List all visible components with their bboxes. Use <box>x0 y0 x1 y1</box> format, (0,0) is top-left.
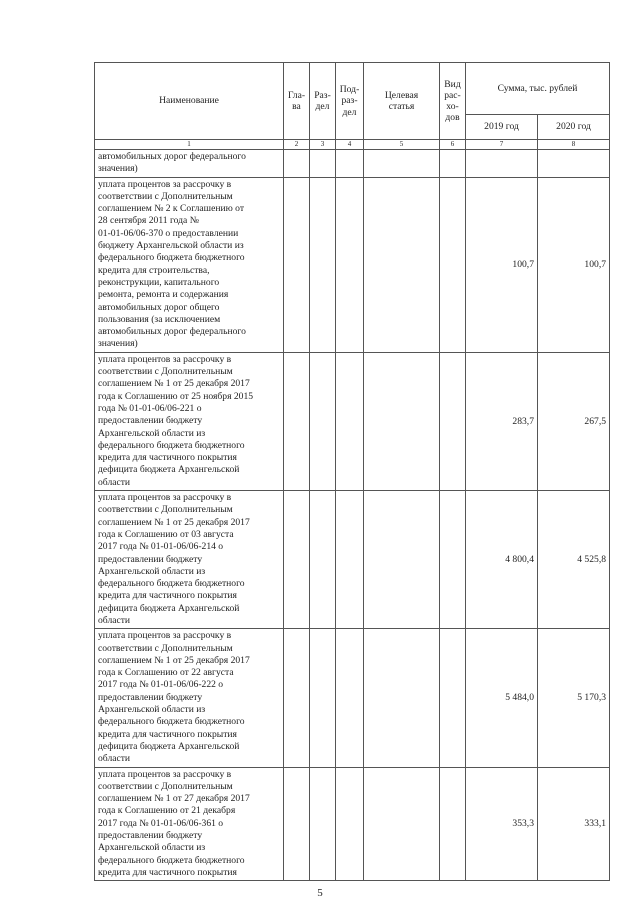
header-razdel-text: Раз- дел <box>314 89 331 112</box>
row-y2020-cell: 267,5 <box>538 352 610 490</box>
row-tselevaya-cell <box>364 491 440 629</box>
table-row <box>95 767 610 881</box>
table-row <box>95 177 610 352</box>
row-glava-cell <box>284 150 310 178</box>
table-body <box>95 150 610 881</box>
row-glava-cell <box>284 352 310 490</box>
row-glava-cell <box>284 491 310 629</box>
header-name <box>95 63 284 140</box>
column-number: 5 <box>364 140 440 150</box>
row-name-cell: уплата процентов за рассрочку в соответствии с Дополнительным соглашением № 1 от 25 декабря 2017 года к Соглашению от 03 августа 2017 года № 01-01-06/06-214 о предоставлении бюджету Архангельской области из федерального бюджета бюджетного кредита для частичного покрытия дефицита бюджета Архангельской области <box>95 491 284 629</box>
column-number: 2 <box>284 140 310 150</box>
row-name-cell: уплата процентов за рассрочку в соответствии с Дополнительным соглашением № 1 от 27 декабря 2017 года к Соглашению от 21 декабря 2017 года № 01-01-06/06-361 о предоставлении бюджету Архангельской области из федерального бюджета бюджетного кредита для частичного покрытия <box>95 767 284 881</box>
row-y2019-cell: 5 484,0 <box>466 629 538 767</box>
row-tselevaya-cell <box>364 150 440 178</box>
row-razdel-cell <box>310 352 336 490</box>
table-row <box>95 491 610 629</box>
column-number: 6 <box>440 140 466 150</box>
row-razdel-cell <box>310 767 336 881</box>
row-y2020-cell: 100,7 <box>538 177 610 352</box>
row-y2019-cell <box>466 150 538 178</box>
table-row <box>95 629 610 767</box>
row-tselevaya-cell <box>364 629 440 767</box>
row-y2020-cell: 5 170,3 <box>538 629 610 767</box>
row-vid-cell <box>440 491 466 629</box>
page-number: 5 <box>317 887 323 899</box>
row-name-cell: уплата процентов за рассрочку в соответствии с Дополнительным соглашением № 1 от 25 декабря 2017 года к Соглашению от 22 августа 2017 года № 01-01-06/06-222 о предоставлении бюджету Архангельской области из федерального бюджета бюджетного кредита для частичного покрытия дефицита бюджета Архангельской области <box>95 629 284 767</box>
row-glava-cell <box>284 629 310 767</box>
row-glava-cell <box>284 767 310 881</box>
row-podrazdel-cell <box>336 629 364 767</box>
header-name-text: Наименование <box>159 95 219 107</box>
table-row <box>95 150 610 178</box>
row-y2020-cell <box>538 150 610 178</box>
header-razdel <box>310 63 336 140</box>
header-tselevaya-text: Целевая статья <box>384 89 419 112</box>
column-number: 4 <box>336 140 364 150</box>
row-razdel-cell <box>310 150 336 178</box>
header-glava <box>284 63 310 140</box>
row-razdel-cell <box>310 491 336 629</box>
header-vid <box>440 63 466 140</box>
row-tselevaya-cell <box>364 177 440 352</box>
row-vid-cell <box>440 767 466 881</box>
row-podrazdel-cell <box>336 767 364 881</box>
row-name-cell: уплата процентов за рассрочку в соответствии с Дополнительным соглашением № 2 к Соглашению от 28 сентября 2011 года № 01-01-06/06-370 о предоставлении бюджету Архангельской области из федерального бюджета бюджетного кредита для строительства, реконструкции, капитального ремонта, ремонта и содержания автомобильных дорог общего пользования (за исключением автомобильных дорог федерального значения) <box>95 177 284 352</box>
header-podrazdel <box>336 63 364 140</box>
row-tselevaya-cell <box>364 767 440 881</box>
row-name-cell: уплата процентов за рассрочку в соответствии с Дополнительным соглашением № 1 от 25 декабря 2017 года к Соглашению от 25 ноября 2015 года № 01-01-06/06-221 о предоставлении бюджету Архангельской области из федерального бюджета бюджетного кредита для частичного покрытия дефицита бюджета Архангельской области <box>95 352 284 490</box>
row-y2020-cell: 4 525,8 <box>538 491 610 629</box>
row-y2019-cell: 283,7 <box>466 352 538 490</box>
row-name-cell: автомобильных дорог федерального значения) <box>95 150 284 178</box>
header-2019 <box>466 115 538 140</box>
row-podrazdel-cell <box>336 177 364 352</box>
budget-table <box>94 62 610 881</box>
row-glava-cell <box>284 177 310 352</box>
row-razdel-cell <box>310 177 336 352</box>
header-vid-text: Вид рас- хо- дов <box>444 78 461 124</box>
row-y2019-cell: 353,3 <box>466 767 538 881</box>
header-2020 <box>538 115 610 140</box>
row-razdel-cell <box>310 629 336 767</box>
header-podrazdel-text: Под- раз- дел <box>339 84 360 118</box>
row-vid-cell <box>440 177 466 352</box>
row-y2019-cell: 100,7 <box>466 177 538 352</box>
header-summa <box>466 63 610 115</box>
column-number: 7 <box>466 140 538 150</box>
column-number: 8 <box>538 140 610 150</box>
header-tselevaya <box>364 63 440 140</box>
column-number: 1 <box>95 140 284 150</box>
header-2019-text: 2019 год <box>484 121 519 133</box>
header-summa-text: Сумма, тыс. рублей <box>497 82 578 94</box>
header-2020-text: 2020 год <box>556 121 591 133</box>
header-glava-text: Гла- ва <box>287 89 306 112</box>
row-vid-cell <box>440 352 466 490</box>
row-podrazdel-cell <box>336 352 364 490</box>
table-row <box>95 352 610 490</box>
row-podrazdel-cell <box>336 491 364 629</box>
column-number: 3 <box>310 140 336 150</box>
row-tselevaya-cell <box>364 352 440 490</box>
row-vid-cell <box>440 629 466 767</box>
row-y2019-cell: 4 800,4 <box>466 491 538 629</box>
row-y2020-cell: 333,1 <box>538 767 610 881</box>
row-podrazdel-cell <box>336 150 364 178</box>
row-vid-cell <box>440 150 466 178</box>
